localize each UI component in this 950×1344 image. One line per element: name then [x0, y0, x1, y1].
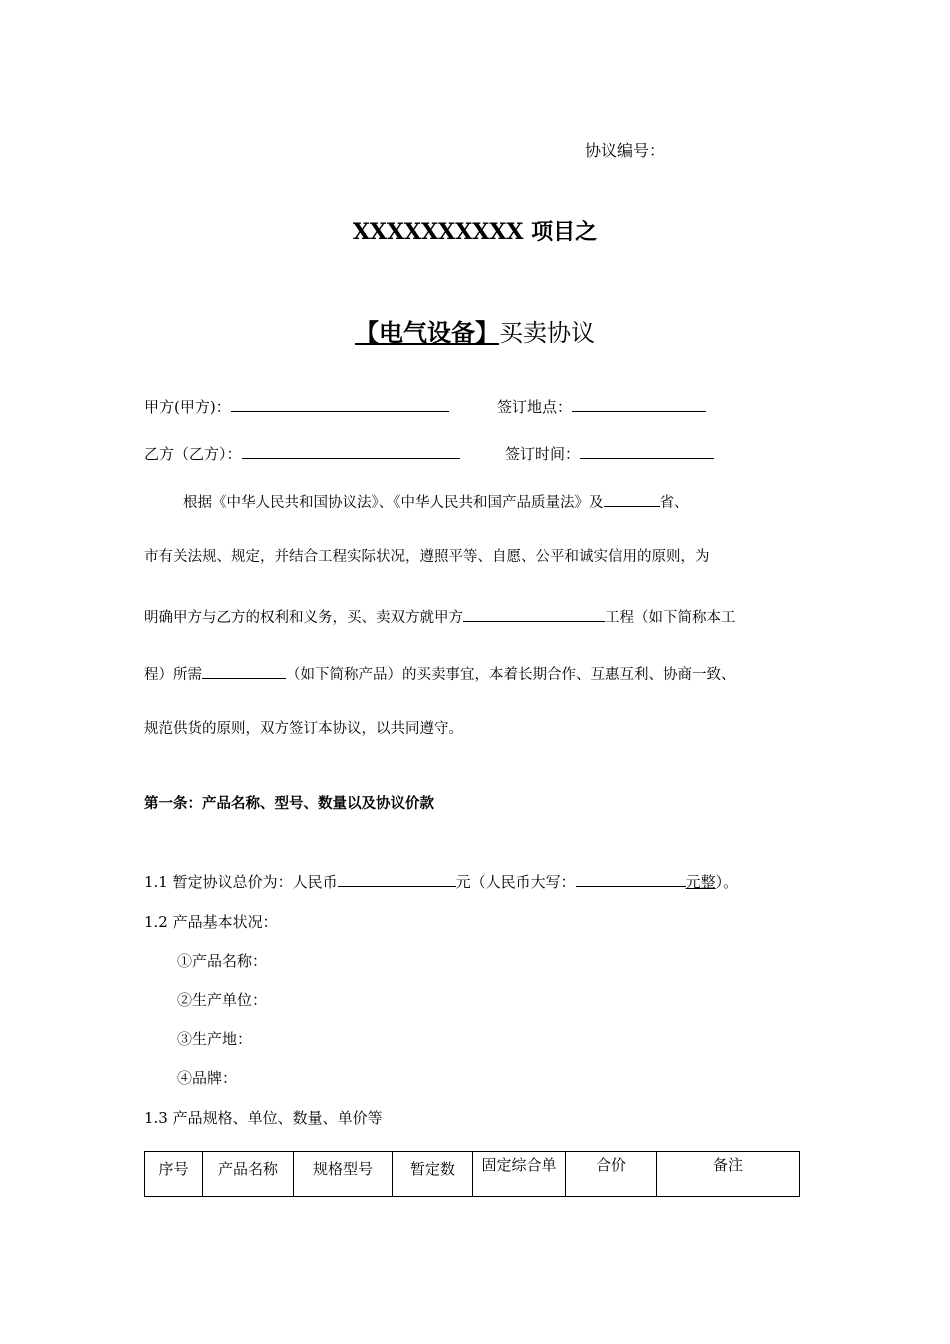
- product-blank[interactable]: [202, 662, 286, 679]
- party-a-blank[interactable]: [231, 395, 449, 412]
- sign-time-label: 签订时间：: [505, 445, 581, 463]
- article-1-heading: 第一条：产品名称、型号、数量以及协议价款: [144, 796, 434, 812]
- table-header-cell: 固定综合单: [473, 1152, 566, 1197]
- sign-place-label: 签订地点：: [497, 398, 573, 416]
- sign-time-blank[interactable]: [580, 442, 714, 459]
- section-1-1: [144, 870, 738, 892]
- preamble-line-2: 市有关法规、规定，并结合工程实际状况，遵照平等、自愿、公平和诚实信用的原则，为: [144, 549, 710, 565]
- preamble-text: 省、: [659, 495, 689, 511]
- project-blank[interactable]: [463, 605, 605, 622]
- item-brand: ④品牌：: [177, 1069, 238, 1087]
- title-rest: 买卖协议: [499, 319, 595, 347]
- province-blank[interactable]: [604, 490, 660, 507]
- section-1-2: 1.2 产品基本状况：: [144, 913, 278, 931]
- price-blank[interactable]: [338, 870, 456, 887]
- section-text: 元整: [685, 873, 716, 891]
- item-manufacturer: ②生产单位：: [177, 991, 268, 1009]
- title-line-1: XXXXXXXXXX 项目之: [352, 219, 598, 245]
- preamble-text: 根据《中华人民共和国协议法》、《中华人民共和国产品质量法》及: [183, 495, 604, 511]
- sign-place-blank[interactable]: [572, 395, 706, 412]
- preamble-line-3: [144, 605, 736, 628]
- party-a-label: 甲方(甲方)：: [144, 398, 231, 416]
- product-table: [144, 1151, 800, 1197]
- table-header-cell: 序号: [145, 1152, 203, 1197]
- title-bracketed: 【电气设备】: [355, 318, 499, 347]
- party-b-row: [144, 442, 460, 464]
- section-text: 1.1 暂定协议总价为：人民币: [144, 873, 338, 891]
- title-line-2: [0, 318, 950, 348]
- preamble-line-1: [183, 490, 689, 513]
- sign-time-row: [505, 442, 714, 464]
- preamble-text: 明确甲方与乙方的权利和义务，买、卖双方就甲方: [144, 610, 463, 626]
- item-product-name: ①产品名称：: [177, 952, 268, 970]
- table-header-cell: 暂定数: [393, 1152, 473, 1197]
- section-1-3: 1.3 产品规格、单位、数量、单价等: [144, 1109, 383, 1127]
- table-header-cell: 规格型号: [294, 1152, 393, 1197]
- price-words-blank[interactable]: [576, 870, 686, 887]
- item-origin: ③生产地：: [177, 1030, 253, 1048]
- section-text: ）。: [715, 873, 739, 891]
- table-header-cell: 合价: [566, 1152, 657, 1197]
- preamble-text: 工程（如下简称本工: [605, 610, 736, 626]
- preamble-line-5: 规范供货的原则，双方签订本协议，以共同遵守。: [144, 721, 463, 737]
- preamble-line-4: [144, 662, 736, 685]
- preamble-text: 程）所需: [144, 667, 202, 683]
- table-header-cell: 产品名称: [203, 1152, 294, 1197]
- table-header-row: [145, 1152, 800, 1197]
- preamble-text: （如下简称产品）的买卖事宜，本着长期合作、互惠互利、协商一致、: [286, 667, 736, 683]
- section-text: 元（人民币大写：: [455, 873, 576, 891]
- party-b-label: 乙方（乙方）：: [144, 445, 242, 463]
- agreement-number-label: 协议编号：: [585, 141, 666, 160]
- sign-place-row: [497, 395, 706, 417]
- party-a-row: [144, 395, 449, 417]
- table-header-cell: 备注: [657, 1152, 800, 1197]
- party-b-blank[interactable]: [242, 442, 460, 459]
